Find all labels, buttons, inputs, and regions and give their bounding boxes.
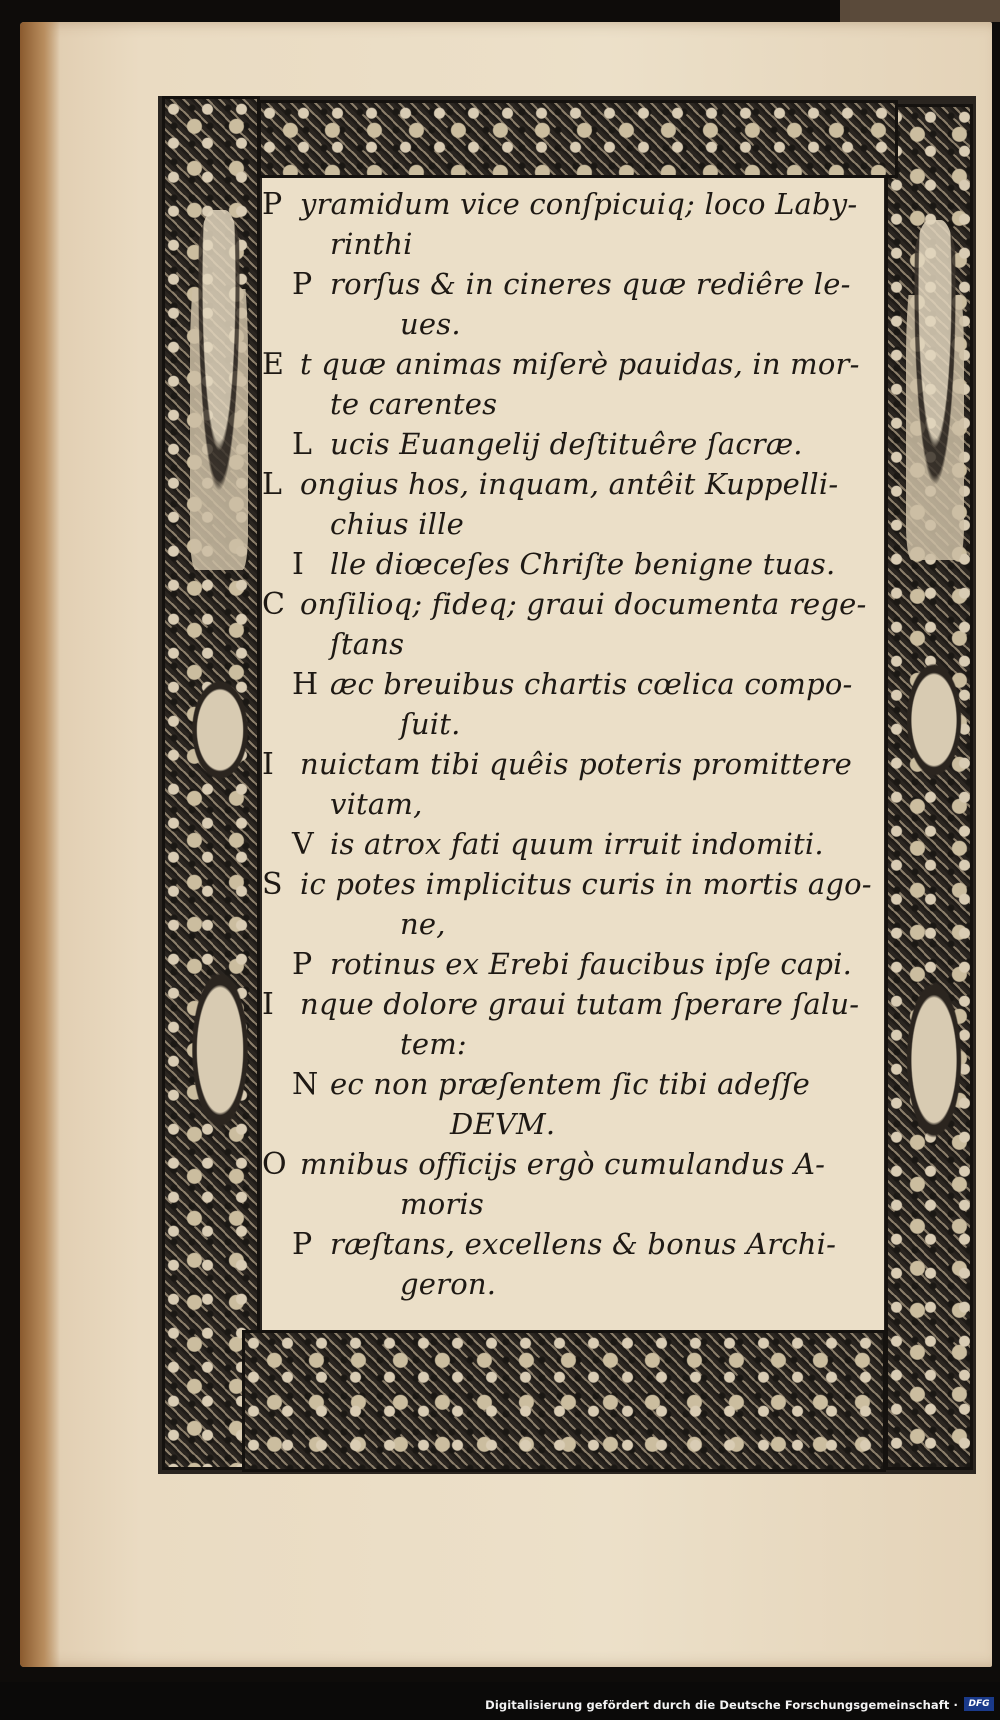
poem-line bbox=[262, 1184, 892, 1224]
acrostic-initial: N bbox=[292, 1067, 319, 1102]
poem-line-text: ne, bbox=[400, 907, 446, 941]
dfg-logo: DFG bbox=[964, 1697, 994, 1711]
poem-line bbox=[262, 264, 892, 304]
poem-line-text: geron. bbox=[400, 1267, 497, 1301]
poem-line bbox=[262, 664, 892, 704]
acrostic-initial: L bbox=[262, 467, 283, 502]
right-vase-ornament bbox=[895, 640, 973, 800]
poem-line-text: rinthi bbox=[330, 227, 413, 261]
acrostic-initial: C bbox=[262, 587, 286, 622]
poem-line bbox=[262, 904, 892, 944]
poem-line bbox=[262, 504, 892, 544]
poem-line-text: ongius hos, inquam, antêit Kuppelli- bbox=[300, 467, 839, 501]
poem-line bbox=[262, 224, 892, 264]
right-vase-ornament-lower bbox=[895, 950, 973, 1170]
acrostic-initial: H bbox=[292, 667, 319, 702]
poem-line-text: te carentes bbox=[330, 387, 498, 421]
right-saint-figure bbox=[906, 220, 964, 560]
poem-line-text: rotinus ex Erebi faucibus ipſe capi. bbox=[330, 947, 852, 981]
acrostic-initial: L bbox=[292, 427, 313, 462]
poem-line bbox=[262, 864, 892, 904]
poem-line bbox=[262, 784, 892, 824]
poem-line bbox=[262, 184, 892, 224]
poem-line-text: ec non præſentem ſic tibi adeſſe bbox=[330, 1067, 810, 1101]
poem-line bbox=[262, 944, 892, 984]
poem-line bbox=[262, 1224, 892, 1264]
poem-line bbox=[262, 384, 892, 424]
acrostic-poem bbox=[262, 184, 892, 1304]
poem-line-text: t quæ animas miſerè pauidas, in mor- bbox=[300, 347, 860, 381]
acrostic-initial: S bbox=[262, 867, 283, 902]
poem-line-text: ues. bbox=[400, 307, 461, 341]
acrostic-initial: O bbox=[262, 1147, 287, 1182]
next-page-edge bbox=[840, 0, 1000, 22]
poem-line bbox=[262, 1024, 892, 1064]
poem-line-text: vitam, bbox=[330, 787, 423, 821]
acrostic-initial: V bbox=[292, 827, 314, 862]
poem-line-text: lle diœceſes Chriſte benigne tuas. bbox=[330, 547, 836, 581]
poem-line-text: onſilioq; fideq; graui documenta rege- bbox=[300, 587, 867, 621]
poem-line bbox=[262, 464, 892, 504]
footer-credit: Digitalisierung gefördert durch die Deutsche Forschungsgemeinschaft · bbox=[485, 1698, 958, 1712]
poem-line bbox=[262, 1064, 892, 1104]
poem-line bbox=[262, 1264, 892, 1304]
bottom-ornament-band bbox=[242, 1330, 886, 1472]
poem-line bbox=[262, 744, 892, 784]
poem-line-text: mnibus officijs ergò cumulandus A- bbox=[300, 1147, 826, 1181]
poem-line bbox=[262, 344, 892, 384]
acrostic-initial: E bbox=[262, 347, 285, 382]
poem-line-text: æc breuibus chartis cœlica compo- bbox=[330, 667, 853, 701]
acrostic-initial: P bbox=[292, 1227, 313, 1262]
poem-line-text: ræſtans, excellens & bonus Archi- bbox=[330, 1227, 837, 1261]
poem-line-text: moris bbox=[400, 1187, 484, 1221]
acrostic-initial: I bbox=[262, 987, 275, 1022]
poem-line-text: DEVM. bbox=[450, 1107, 556, 1141]
poem-line bbox=[262, 704, 892, 744]
poem-line-text: tem: bbox=[400, 1027, 467, 1061]
poem-line-text: ſuit. bbox=[400, 707, 461, 741]
acrostic-initial: P bbox=[292, 947, 313, 982]
poem-line-text: nuictam tibi quêis poteris promittere bbox=[300, 747, 852, 781]
poem-line bbox=[262, 1104, 892, 1144]
poem-line bbox=[262, 1144, 892, 1184]
poem-line-text: ic potes implicitus curis in mortis ago- bbox=[300, 867, 872, 901]
poem-line-text: rorſus & in cineres quæ rediêre le- bbox=[330, 267, 851, 301]
poem-line bbox=[262, 584, 892, 624]
left-vase-ornament bbox=[180, 660, 260, 800]
poem-line-text: chius ille bbox=[330, 507, 464, 541]
poem-line-text: ucis Euangelij deſtituêre ſacræ. bbox=[330, 427, 803, 461]
top-ornament-band bbox=[258, 100, 898, 178]
poem-line bbox=[262, 304, 892, 344]
left-vase-ornament-lower bbox=[180, 940, 260, 1160]
poem-line bbox=[262, 544, 892, 584]
poem-line-text: ſtans bbox=[330, 627, 405, 661]
poem-line bbox=[262, 624, 892, 664]
acrostic-initial: P bbox=[262, 187, 283, 222]
poem-line-text: yramidum vice conſpicuiq; loco Laby- bbox=[300, 187, 858, 221]
poem-line bbox=[262, 424, 892, 464]
acrostic-initial: I bbox=[262, 747, 275, 782]
poem-line-text: nque dolore graui tutam ſperare ſalu- bbox=[300, 987, 860, 1021]
acrostic-initial: P bbox=[292, 267, 313, 302]
page-edge bbox=[20, 22, 60, 1667]
poem-line bbox=[262, 824, 892, 864]
poem-line-text: is atrox fati quum irruit indomiti. bbox=[330, 827, 824, 861]
left-saint-figure bbox=[190, 210, 248, 570]
acrostic-initial: I bbox=[292, 547, 305, 582]
poem-line bbox=[262, 984, 892, 1024]
